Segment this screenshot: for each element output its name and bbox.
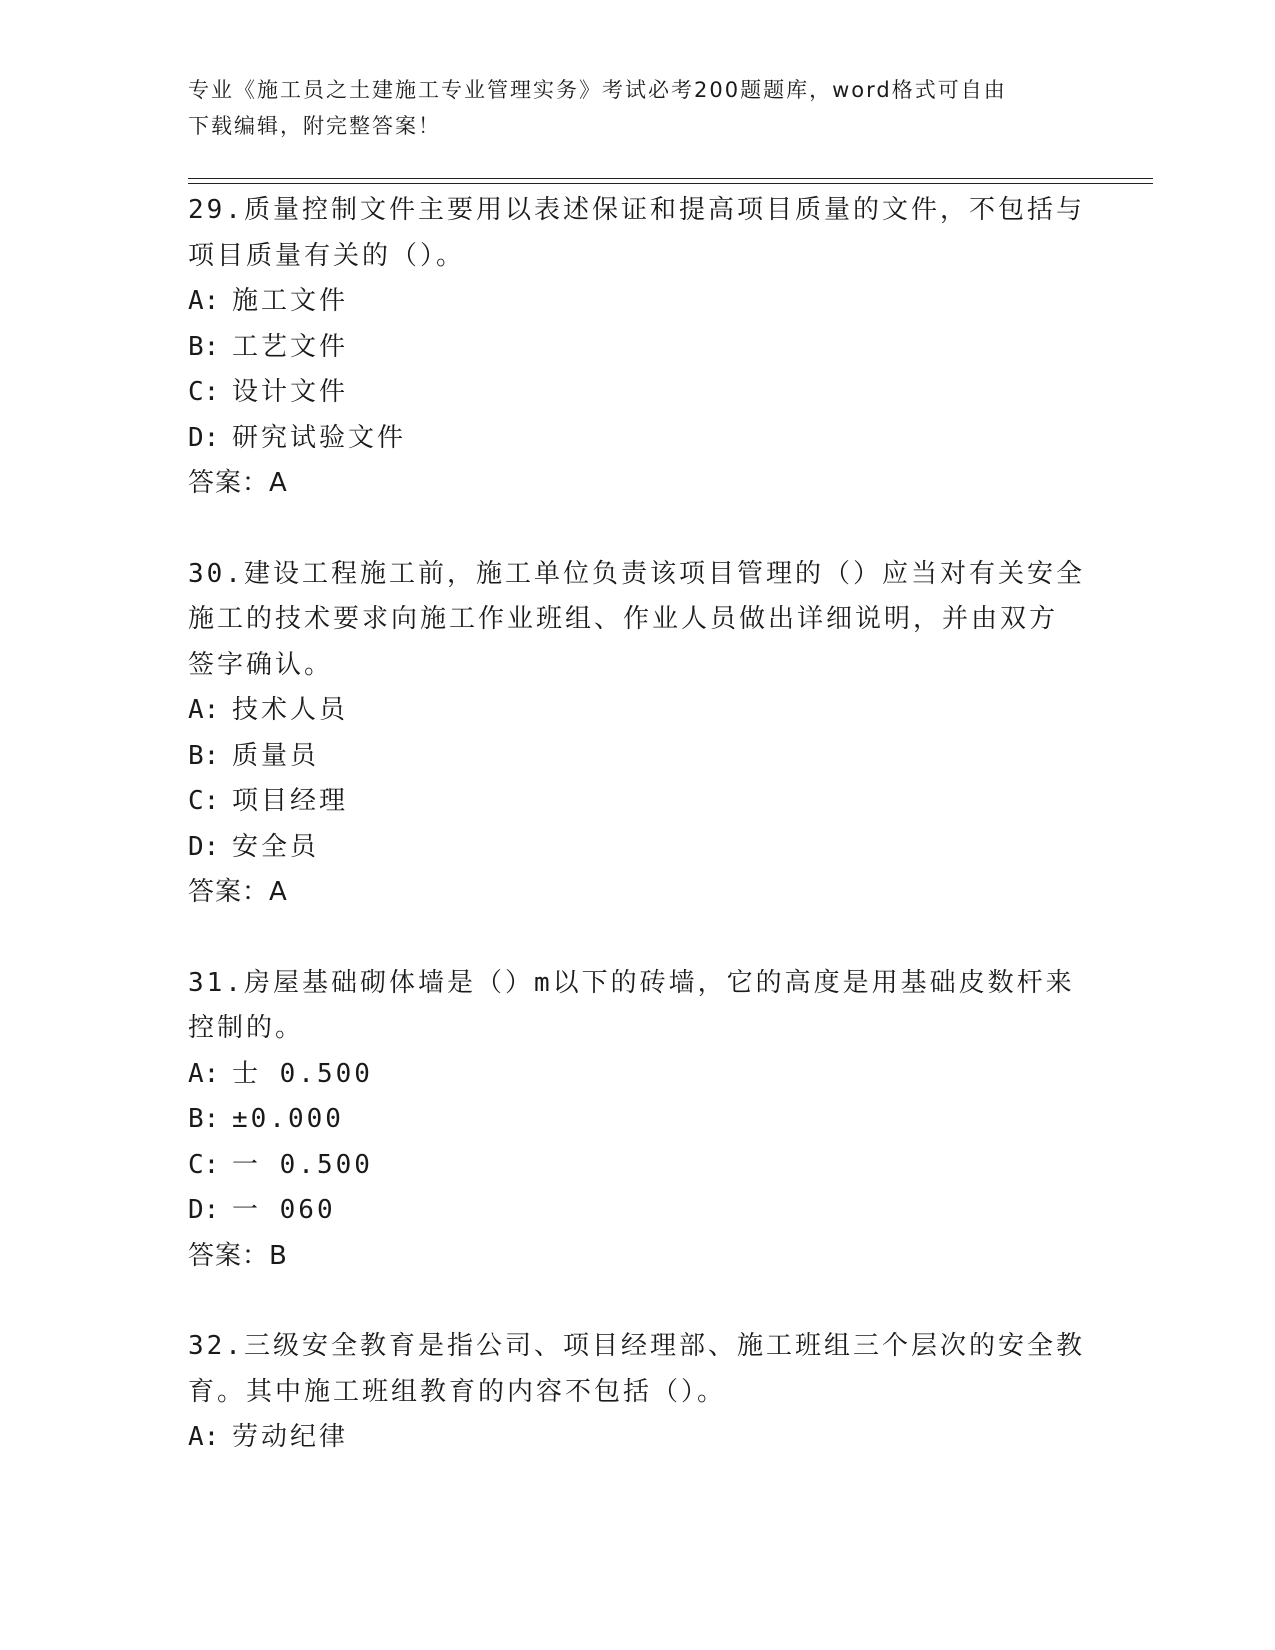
question-stem-line: 育。其中施工班组教育的内容不包括（）。 (188, 1376, 727, 1407)
option-text: ±0.000 (232, 1104, 344, 1134)
question-list (188, 188, 1088, 1461)
option-label: A: (188, 286, 220, 316)
option-d (188, 1188, 1088, 1234)
answer-line: 答案：A (188, 468, 288, 498)
header-divider-top (188, 178, 1153, 179)
option-text: 设计文件 (232, 377, 349, 407)
option-b (188, 734, 1088, 780)
option-label: A: (188, 1058, 220, 1089)
question-stem-line: 31.房屋基础砌体墙是（）m以下的砖墙，它的高度是用基础皮数杆来 (188, 967, 1075, 998)
option-text: 质量员 (232, 740, 320, 771)
option-label: C: (188, 377, 220, 407)
option-label: B: (188, 331, 220, 362)
option-text: 安全员 (232, 831, 320, 862)
question-29 (188, 188, 1088, 507)
question-stem-line: 项目质量有关的（）。 (188, 240, 466, 271)
option-text: 一 0.500 (232, 1149, 373, 1180)
answer-line: 答案：B (188, 1240, 288, 1271)
document-header (188, 72, 1068, 144)
question-stem-line: 30.建设工程施工前，施工单位负责该项目管理的（）应当对有关安全 (188, 558, 1085, 589)
option-text: 劳动纪律 (232, 1422, 349, 1452)
option-text: 士 0.500 (232, 1058, 373, 1089)
question-stem-line: 32.三级安全教育是指公司、项目经理部、施工班组三个层次的安全教 (188, 1331, 1085, 1361)
option-label: D: (188, 422, 220, 453)
option-text: 技术人员 (232, 695, 349, 725)
option-a (188, 279, 1088, 325)
option-c (188, 779, 1088, 825)
option-d (188, 825, 1088, 871)
option-d (188, 416, 1088, 462)
option-a (188, 1052, 1088, 1098)
option-b (188, 325, 1088, 371)
header-divider-bottom (188, 183, 1153, 184)
option-c (188, 1143, 1088, 1189)
option-b (188, 1097, 1088, 1143)
question-stem-line: 29.质量控制文件主要用以表述保证和提高项目质量的文件，不包括与 (188, 195, 1085, 225)
option-c (188, 370, 1088, 416)
option-text: 一 060 (232, 1195, 336, 1225)
option-label: A: (188, 695, 220, 725)
question-stem-line: 签字确认。 (188, 649, 334, 680)
option-text: 研究试验文件 (232, 422, 407, 453)
option-text: 施工文件 (232, 286, 349, 316)
header-line-1: 专业《施工员之土建施工专业管理实务》考试必考200题题库，word格式可自由 (188, 78, 1007, 102)
answer-line: 答案：A (188, 877, 288, 907)
option-text: 项目经理 (232, 786, 349, 816)
option-text: 工艺文件 (232, 331, 349, 362)
option-label: B: (188, 740, 220, 771)
option-label: B: (188, 1104, 220, 1134)
option-label: D: (188, 1195, 220, 1225)
option-label: D: (188, 831, 220, 862)
question-30 (188, 552, 1088, 916)
option-a (188, 688, 1088, 734)
question-stem-line: 控制的。 (188, 1013, 305, 1043)
option-a (188, 1415, 1088, 1461)
option-label: C: (188, 786, 220, 816)
header-line-2: 下载编辑，附完整答案！ (188, 114, 441, 138)
question-32 (188, 1324, 1088, 1461)
question-stem-line: 施工的技术要求向施工作业班组、作业人员做出详细说明，并由双方 (188, 604, 1059, 634)
question-31 (188, 961, 1088, 1280)
option-label: A: (188, 1422, 220, 1452)
option-label: C: (188, 1149, 220, 1180)
